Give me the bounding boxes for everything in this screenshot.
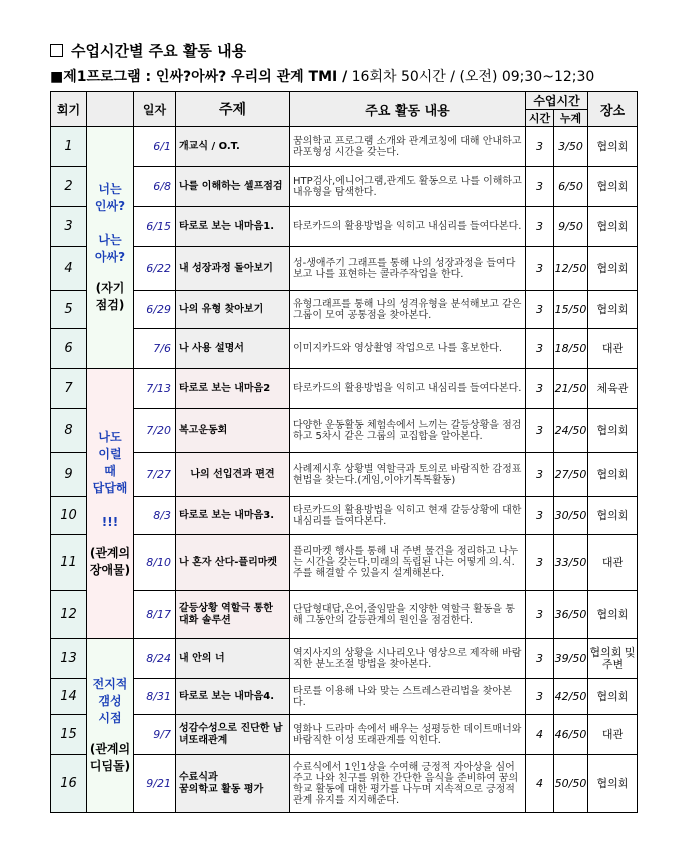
program-schedule: 16회차 50시간 / (오전) 09;30~12;30 [347, 69, 595, 85]
section-heading-text: 수업시간별 주요 활동 내용 [71, 42, 247, 60]
table-row [51, 409, 638, 453]
phase-title: 나도 이럴 때 답답해 !!! [92, 429, 128, 529]
session-topic: 수료식과 꿈의학교 활동 평가 [176, 755, 290, 813]
session-hours: 3 [526, 497, 554, 535]
cumulative-hours: 12/50 [554, 247, 588, 291]
session-date: 7/13 [134, 369, 176, 409]
session-date: 9/21 [134, 755, 176, 813]
session-hours: 3 [526, 291, 554, 329]
session-hours: 3 [526, 247, 554, 291]
session-date: 7/27 [134, 453, 176, 497]
session-topic: 나를 이해하는 셀프점검 [176, 167, 290, 207]
cumulative-hours: 3/50 [554, 127, 588, 167]
round-number: 13 [51, 639, 87, 679]
activity-content: 이미지카드와 영상촬영 작업으로 나를 홍보한다. [290, 329, 526, 369]
session-date: 7/20 [134, 409, 176, 453]
cumulative-hours: 50/50 [554, 755, 588, 813]
cumulative-hours: 42/50 [554, 679, 588, 715]
checkbox-square-icon [50, 44, 63, 57]
session-date: 8/17 [134, 591, 176, 639]
session-hours: 3 [526, 329, 554, 369]
header-cumulative: 누계 [554, 110, 588, 127]
table-row [51, 329, 638, 369]
cumulative-hours: 18/50 [554, 329, 588, 369]
table-row [51, 369, 638, 409]
session-date: 9/7 [134, 715, 176, 755]
table-row [51, 453, 638, 497]
cumulative-hours: 21/50 [554, 369, 588, 409]
header-phase [87, 92, 134, 127]
activity-content: 유형그래프를 통해 나의 성격유형을 분석해보고 같은 그룹이 모여 공통점을 찾아본다. [290, 291, 526, 329]
activity-table [50, 91, 638, 813]
session-topic: 나의 선입견과 편견 [176, 453, 290, 497]
session-place: 협의회 [588, 453, 638, 497]
session-date: 8/24 [134, 639, 176, 679]
session-date: 6/22 [134, 247, 176, 291]
session-place: 협의회 [588, 755, 638, 813]
activity-content: 타로카드의 활용방법을 익히고 현재 갈등상황에 대한 내심리를 들여다본다. [290, 497, 526, 535]
program-subheading [50, 66, 594, 86]
table-row [51, 497, 638, 535]
session-place: 협의회 [588, 591, 638, 639]
activity-content: 타로를 이용해 나와 맞는 스트레스관리법을 찾아본다. [290, 679, 526, 715]
table-row [51, 291, 638, 329]
header-round: 회기 [51, 92, 87, 127]
round-number: 12 [51, 591, 87, 639]
session-place: 체육관 [588, 369, 638, 409]
session-hours: 3 [526, 167, 554, 207]
phase-subtitle: (관계의 디딤돌) [89, 742, 131, 773]
round-number: 6 [51, 329, 87, 369]
session-topic: 내 성장과정 돌아보기 [176, 247, 290, 291]
session-date: 6/1 [134, 127, 176, 167]
header-place: 장소 [588, 92, 638, 127]
activity-content: 타로카드의 활용방법을 익히고 내심리를 들여다본다. [290, 207, 526, 247]
session-date: 8/31 [134, 679, 176, 715]
session-place: 협의회 [588, 409, 638, 453]
table-row [51, 755, 638, 813]
header-topic: 주제 [176, 92, 290, 127]
table-row [51, 715, 638, 755]
session-hours: 3 [526, 369, 554, 409]
session-place: 협의회 [588, 291, 638, 329]
activity-content: 꿈의학교 프로그램 소개와 관계코칭에 대해 안내하고 라포형성 시간을 갖는다. [290, 127, 526, 167]
cumulative-hours: 33/50 [554, 535, 588, 591]
activity-content: 영화나 드라마 속에서 배우는 성평등한 데이트매너와 바람직한 이성 또래관계를 익힌다. [290, 715, 526, 755]
session-hours: 3 [526, 409, 554, 453]
table-row [51, 535, 638, 591]
session-hours: 4 [526, 755, 554, 813]
activity-content: 다양한 운동활동 체험속에서 느끼는 갈등상황을 점검하고 5차시 같은 그룹의 교집합을 알아본다. [290, 409, 526, 453]
session-place: 협의회 [588, 167, 638, 207]
session-topic: 타로로 보는 내마음2 [176, 369, 290, 409]
phase-label [87, 369, 134, 639]
session-place: 협의회 [588, 207, 638, 247]
session-hours: 3 [526, 127, 554, 167]
activity-content: 플리마켓 행사를 통해 내 주변 물건을 정리하고 나누는 시간을 갖는다.미래의 독립된 나는 어떻게 의.식.주를 해결할 수 있을지 설계해본다. [290, 535, 526, 591]
session-place: 협의회 [588, 127, 638, 167]
header-content: 주요 활동 내용 [290, 92, 526, 127]
session-place: 대관 [588, 535, 638, 591]
session-hours: 3 [526, 207, 554, 247]
session-topic: 타로로 보는 내마음3. [176, 497, 290, 535]
session-date: 8/3 [134, 497, 176, 535]
table-row [51, 679, 638, 715]
session-hours: 3 [526, 591, 554, 639]
session-topic: 갈등상황 역할극 통한 대화 솔루션 [176, 591, 290, 639]
activity-content: 역지사지의 상황을 시나리오나 영상으로 제작해 바람직한 분노조절 방법을 찾아본다. [290, 639, 526, 679]
session-place: 협의회 [588, 247, 638, 291]
cumulative-hours: 27/50 [554, 453, 588, 497]
session-place: 대관 [588, 715, 638, 755]
program-title: ■제1프로그램 : 인싸?아싸? 우리의 관계 TMI / [50, 69, 348, 85]
session-date: 7/6 [134, 329, 176, 369]
cumulative-hours: 36/50 [554, 591, 588, 639]
session-hours: 4 [526, 715, 554, 755]
section-heading [50, 40, 246, 61]
session-place: 협의회 및 주변 [588, 639, 638, 679]
table-row [51, 167, 638, 207]
activity-content: 단답형대답,은어,줄임말을 지양한 역할극 활동을 통해 그동안의 갈등관계의 원인을 점검한다. [290, 591, 526, 639]
session-topic: 복고운동회 [176, 409, 290, 453]
phase-label [87, 127, 134, 369]
cumulative-hours: 46/50 [554, 715, 588, 755]
session-hours: 3 [526, 535, 554, 591]
table-row [51, 591, 638, 639]
round-number: 15 [51, 715, 87, 755]
round-number: 10 [51, 497, 87, 535]
activity-content: HTP검사,에니어그램,관계도 활동으로 나를 이해하고 내유형을 탐색한다. [290, 167, 526, 207]
round-number: 11 [51, 535, 87, 591]
round-number: 14 [51, 679, 87, 715]
session-date: 6/8 [134, 167, 176, 207]
table-row [51, 639, 638, 679]
activity-content: 수료식에서 1인1상을 수여해 긍정적 자아상을 심어주고 나와 친구를 위한 간단한 음식을 준비하여 꿈의학교 활동에 대한 평가를 나누며 지속적으로 긍정적관계 유지를 지지해준다. [290, 755, 526, 813]
cumulative-hours: 15/50 [554, 291, 588, 329]
table-row [51, 247, 638, 291]
table-row [51, 127, 638, 167]
activity-content: 사례제시후 상황별 역할극과 토의로 바람직한 감정표현법을 찾는다.(게임,이야기톡톡활동) [290, 453, 526, 497]
round-number: 3 [51, 207, 87, 247]
cumulative-hours: 9/50 [554, 207, 588, 247]
session-topic: 나 혼자 산다-플리마켓 [176, 535, 290, 591]
session-place: 협의회 [588, 497, 638, 535]
session-topic: 타로로 보는 내마음4. [176, 679, 290, 715]
session-topic: 내 안의 너 [176, 639, 290, 679]
phase-subtitle: (관계의 장애물) [89, 545, 131, 577]
session-date: 6/29 [134, 291, 176, 329]
session-hours: 3 [526, 639, 554, 679]
round-number: 7 [51, 369, 87, 409]
session-date: 6/15 [134, 207, 176, 247]
cumulative-hours: 39/50 [554, 639, 588, 679]
header-class-time: 수업시간 [526, 92, 588, 110]
phase-label [87, 639, 134, 813]
round-number: 9 [51, 453, 87, 497]
activity-content: 타로카드의 활용방법을 익히고 내심리를 들여다본다. [290, 369, 526, 409]
session-topic: 성감수성으로 진단한 남녀또래관계 [176, 715, 290, 755]
round-number: 8 [51, 409, 87, 453]
session-hours: 3 [526, 679, 554, 715]
session-topic: 나 사용 설명서 [176, 329, 290, 369]
round-number: 4 [51, 247, 87, 291]
phase-title: 전지적 갬성 시점 [92, 677, 128, 725]
session-topic: 타로로 보는 내마음1. [176, 207, 290, 247]
session-place: 대관 [588, 329, 638, 369]
round-number: 2 [51, 167, 87, 207]
session-date: 8/10 [134, 535, 176, 591]
round-number: 16 [51, 755, 87, 813]
phase-title: 너는 인싸? 나는 아싸? [94, 182, 126, 264]
round-number: 5 [51, 291, 87, 329]
phase-subtitle: (자기 점검) [95, 281, 125, 312]
session-topic: 개교식 / O.T. [176, 127, 290, 167]
table-row [51, 207, 638, 247]
session-place: 협의회 [588, 679, 638, 715]
cumulative-hours: 30/50 [554, 497, 588, 535]
round-number: 1 [51, 127, 87, 167]
activity-content: 성-생애주기 그래프를 통해 나의 성장과정을 들여다보고 나를 표현하는 콜라주작업을 한다. [290, 247, 526, 291]
header-date: 일자 [134, 92, 176, 127]
session-topic: 나의 유형 찾아보기 [176, 291, 290, 329]
session-hours: 3 [526, 453, 554, 497]
cumulative-hours: 6/50 [554, 167, 588, 207]
header-hours: 시간 [526, 110, 554, 127]
cumulative-hours: 24/50 [554, 409, 588, 453]
